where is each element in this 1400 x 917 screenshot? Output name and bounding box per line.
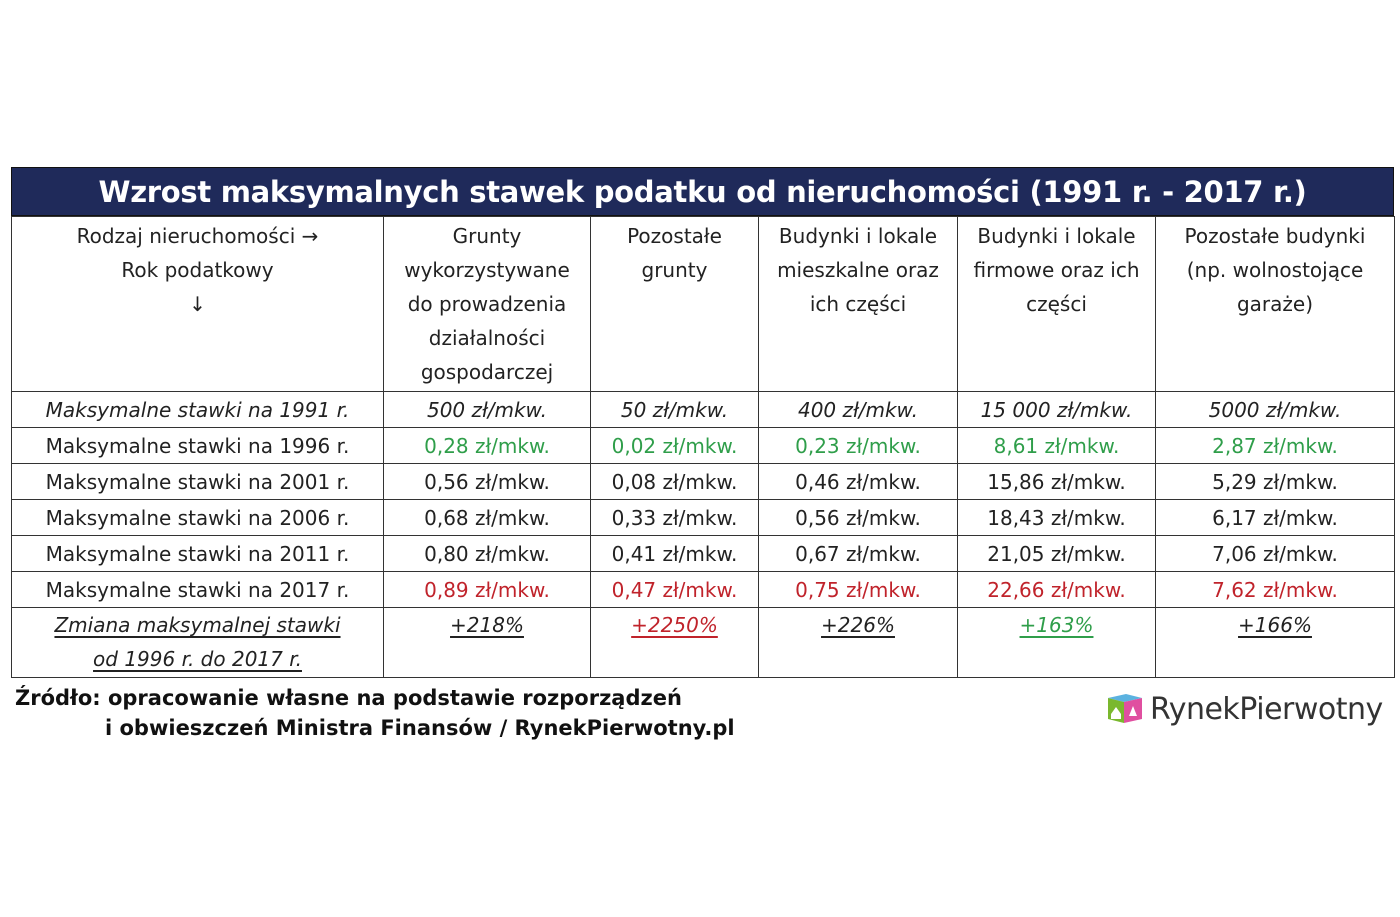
- source-line-2: i obwieszczeń Ministra Finansów / RynekPierwotny.pl: [105, 716, 735, 740]
- cell: 0,23 zł/mkw.: [759, 428, 958, 464]
- change-cell: [1156, 608, 1395, 678]
- tax-rates-table: [11, 167, 1394, 678]
- column-header: Budynki i lokale mieszkalne oraz ich części: [759, 217, 958, 392]
- table-row: [12, 392, 1395, 428]
- corner-header: [12, 217, 384, 392]
- header-row: [12, 217, 1395, 392]
- table-row: [12, 536, 1395, 572]
- cell: 500 zł/mkw.: [384, 392, 591, 428]
- cell: 22,66 zł/mkw.: [958, 572, 1156, 608]
- cell: 5,29 zł/mkw.: [1156, 464, 1395, 500]
- change-value: +226%: [821, 613, 895, 637]
- cell: 0,46 zł/mkw.: [759, 464, 958, 500]
- change-value: +166%: [1238, 613, 1312, 637]
- cell: 0,41 zł/mkw.: [591, 536, 759, 572]
- row-label: Maksymalne stawki na 2001 r.: [12, 464, 384, 500]
- cell: 8,61 zł/mkw.: [958, 428, 1156, 464]
- change-label: [12, 608, 384, 678]
- table-row: [12, 500, 1395, 536]
- row-label: Maksymalne stawki na 2011 r.: [12, 536, 384, 572]
- change-value: +163%: [1019, 613, 1094, 637]
- property-type-label: Rodzaj nieruchomości →: [76, 224, 319, 248]
- row-label: Maksymalne stawki na 2017 r.: [12, 572, 384, 608]
- table-row: [12, 428, 1395, 464]
- cell: 21,05 zł/mkw.: [958, 536, 1156, 572]
- row-label: Maksymalne stawki na 2006 r.: [12, 500, 384, 536]
- cell: 0,02 zł/mkw.: [591, 428, 759, 464]
- cell: 15 000 zł/mkw.: [958, 392, 1156, 428]
- source-line-1: Źródło: opracowanie własne na podstawie rozporządzeń: [15, 686, 682, 710]
- change-cell: [759, 608, 958, 678]
- cell: 50 zł/mkw.: [591, 392, 759, 428]
- change-cell: [384, 608, 591, 678]
- cell: 0,28 zł/mkw.: [384, 428, 591, 464]
- column-header: Grunty wykorzystywane do prowadzenia działalności gospodarczej: [384, 217, 591, 392]
- cell: 5000 zł/mkw.: [1156, 392, 1395, 428]
- cell: 0,08 zł/mkw.: [591, 464, 759, 500]
- cell: 18,43 zł/mkw.: [958, 500, 1156, 536]
- table-row: [12, 464, 1395, 500]
- change-value: +2250%: [631, 613, 718, 637]
- cell: 0,47 zł/mkw.: [591, 572, 759, 608]
- cell: 0,56 zł/mkw.: [759, 500, 958, 536]
- cell: 6,17 zł/mkw.: [1156, 500, 1395, 536]
- cell: 7,62 zł/mkw.: [1156, 572, 1395, 608]
- cell: 0,33 zł/mkw.: [591, 500, 759, 536]
- cell: 7,06 zł/mkw.: [1156, 536, 1395, 572]
- cell: 0,89 zł/mkw.: [384, 572, 591, 608]
- cell: 0,75 zł/mkw.: [759, 572, 958, 608]
- logo: [1106, 690, 1383, 728]
- table-row: [12, 572, 1395, 608]
- arrow-down-icon: ↓: [189, 292, 206, 316]
- cell: 2,87 zł/mkw.: [1156, 428, 1395, 464]
- column-header: Pozostałe grunty: [591, 217, 759, 392]
- cell: 0,67 zł/mkw.: [759, 536, 958, 572]
- row-label: Maksymalne stawki na 1996 r.: [12, 428, 384, 464]
- change-cell: [591, 608, 759, 678]
- change-label-line1: Zmiana maksymalnej stawki: [54, 613, 341, 637]
- cell: 400 zł/mkw.: [759, 392, 958, 428]
- cell: 0,68 zł/mkw.: [384, 500, 591, 536]
- cell: 15,86 zł/mkw.: [958, 464, 1156, 500]
- house-cube-icon: [1106, 690, 1144, 728]
- change-row: [12, 608, 1395, 678]
- table-title: Wzrost maksymalnych stawek podatku od nieruchomości (1991 r. - 2017 r.): [11, 167, 1394, 216]
- cell: 0,56 zł/mkw.: [384, 464, 591, 500]
- cell: 0,80 zł/mkw.: [384, 536, 591, 572]
- tax-year-label: Rok podatkowy: [121, 258, 274, 282]
- change-value: +218%: [450, 613, 524, 637]
- logo-text: RynekPierwotny: [1150, 691, 1383, 727]
- column-header: Budynki i lokale firmowe oraz ich części: [958, 217, 1156, 392]
- change-cell: [958, 608, 1156, 678]
- source-note: [15, 683, 735, 743]
- row-label: Maksymalne stawki na 1991 r.: [12, 392, 384, 428]
- change-label-line2: od 1996 r. do 2017 r.: [93, 647, 302, 671]
- column-header: Pozostałe budynki (np. wolnostojące garaże): [1156, 217, 1395, 392]
